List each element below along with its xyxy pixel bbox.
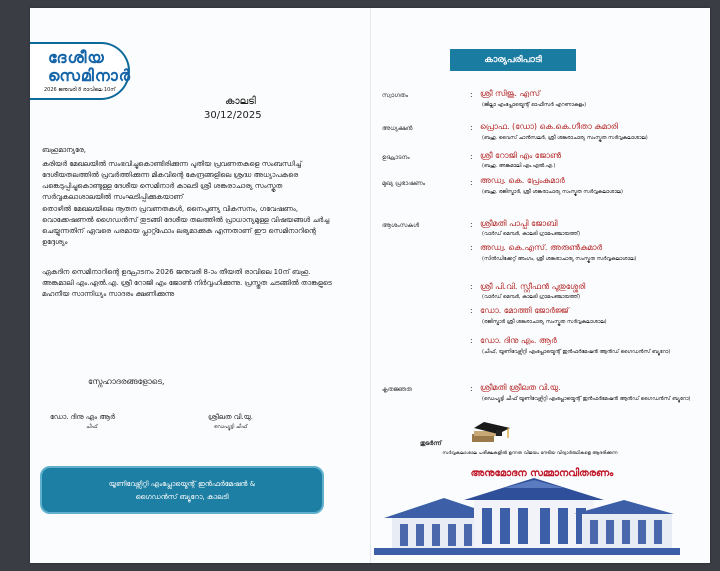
row-colon: : xyxy=(470,336,473,345)
row-colon: : xyxy=(470,90,473,99)
row-sub: (വാർഡ് മെമ്പർ, കാലടി ഗ്രാമപഞ്ചായത്ത്) xyxy=(482,294,581,300)
signer2-role: ഡെപ്യൂട്ടി ചീഫ് xyxy=(214,424,248,430)
row-label: സ്വാഗതം xyxy=(382,92,409,99)
after-label: തുടർന്ന് xyxy=(420,440,442,447)
letter-date: 30/12/2025 xyxy=(204,110,262,121)
row-name: ശ്രീ പി.വി. സ്റ്റീഫൻ പുതുശ്ശേരി xyxy=(480,282,586,291)
row-sub: (ബഹു. രജിസ്ട്രാർ, ശ്രീ ശങ്കരാചാര്യ സംസ്കൃത സർവ്വകലാശാല) xyxy=(482,189,623,195)
logo-date: 2026 ജനുവരി 8 രാവിലെ 10ന് xyxy=(44,87,116,93)
row-name: ഡോ. മോത്തി ജോർജ്ജ് xyxy=(480,306,569,315)
university-building-illustration xyxy=(374,478,680,555)
row-sub: (ഡെപ്യൂട്ടി ചീഫ് യൂണിവേഴ്സിറ്റി എംപ്ലോയ്മെന്റ് ഇൻഫർമേഷൻ ആൻഡ് ഗൈഡൻസ് ബ്യൂറോ) xyxy=(482,396,691,402)
logo-line2: സെമിനാർ xyxy=(48,66,131,85)
row-name: ശ്രീ റോജി എം ജോൺ xyxy=(480,151,562,160)
row-sub: (ബഹു. അങ്കമാലി എം.എൽ.എ.) xyxy=(482,163,556,169)
row-name: അഡ്വ. കെ.എസ്. അരുൺകുമാർ xyxy=(480,243,603,252)
row-colon: : xyxy=(470,152,473,161)
row-colon: : xyxy=(470,282,473,291)
award-title: അനുമോദന സമ്മാനവിതരണം xyxy=(470,468,614,479)
signer2-name: ശ്രീലത വി.യു. xyxy=(208,413,254,421)
row-name: പ്രൊഫ. (ഡോ) കെ.കെ.ഗീതാ കുമാരി xyxy=(480,122,618,131)
fold-line xyxy=(370,8,371,563)
row-colon: : xyxy=(470,243,473,252)
logo-line1: ദേശീയ xyxy=(48,48,105,67)
row-sub: (വാർഡ് മെമ്പർ, കാലടി ഗ്രാമപഞ്ചായത്ത്) xyxy=(482,231,581,237)
salutation: ബഹുമാന്യരേ, xyxy=(42,146,87,154)
row-name: ശ്രീമതി ശ്രീലത വി.യു. xyxy=(480,383,561,392)
row-colon: : xyxy=(470,123,473,132)
row-label: അധ്യക്ഷൻ xyxy=(382,125,413,132)
after-text: സർവ്വകലാശാല പരീക്ഷകളിൽ ഉന്നത വിജയം നേടിയ വിദ്യാർത്ഥികളെ ആദരിക്കുന്ന xyxy=(442,451,618,456)
seminar-logo xyxy=(30,42,130,100)
signer1-role: ചീഫ് xyxy=(86,424,98,430)
programme-title: കാര്യപരിപാടി xyxy=(450,49,576,71)
row-sub: (ബഹു. വൈസ് ചാൻസലർ, ശ്രീ ശങ്കരാചാര്യ സംസ്കൃത സർവ്വകലാശാല) xyxy=(482,135,648,141)
paragraph-2: തൊഴിൽ മേഖലയിലെ നൂതന പ്രവണതകൾ, നൈപുണ്യ വികസനം, ഗവേഷണം, വൊക്കേഷണൽ ഗൈഡൻസ് തുടങ്ങി ദേശീയ തലത്തിൽ പ്രാധാന്യമുള്ള വിഷയങ്ങൾ ചർച്ച ചെയ്യുന്നതിന് ഏവരെ പരമായ പ്ലാറ്റ്ഫോം ലഭ്യമാക്കുക എന്നതാണ് ഈ സെമിനാറിന്റെ ഉദ്ദേശ്യം xyxy=(42,205,330,246)
bureau-footer xyxy=(40,466,324,514)
row-label: കൃതജ്ഞത xyxy=(382,386,412,393)
row-label: ഉദ്ഘാടനം xyxy=(382,154,410,161)
row-colon: : xyxy=(470,384,473,393)
row-label: ആശംസകൾ xyxy=(382,222,420,229)
row-sub: (രജിസ്ട്രാർ ശ്രീ ശങ്കരാചാര്യ സംസ്കൃത സർവ്വകലാശാല) xyxy=(482,319,607,325)
signer1-name: ഡോ. ദിനു എം ആർ xyxy=(50,413,115,421)
paragraph-3: ഏകദിന സെമിനാറിന്റെ ഉദ്ഘാടനം 2026 ജനുവരി 8-ാം തീയതി രാവിലെ 10ന് ബഹു. അങ്കമാലി എം.എൽ.എ. ശ്രീ റോജി എം ജോൺ നിർവ്വഹിക്കുന്നു. പ്രസ്തുത ചടങ്ങിൽ താങ്കളുടെ മഹനീയ സാന്നിധ്യം സാദരം ക്ഷണിക്കുന്നു xyxy=(42,268,332,298)
row-label: മുഖ്യ പ്രഭാഷണം xyxy=(382,180,426,187)
row-sub: (ചീഫ്, യൂണിവേഴ്സിറ്റി എംപ്ലോയ്മെന്റ് ഇൻഫർമേഷൻ ആൻഡ് ഗൈഡൻസ് ബ്യൂറോ) xyxy=(482,349,671,355)
row-colon: : xyxy=(470,178,473,187)
row-name: ഡോ. ദിനു എം. ആർ xyxy=(480,336,557,345)
row-colon: : xyxy=(470,306,473,315)
paragraph-1: കരിയർ മേഖലയിൽ സംഭവിച്ചുകൊണ്ടിരിക്കുന്ന പുതിയ പ്രവണതകളെ സംബന്ധിച്ച് ദേശീയതലത്തിൽ പ്രവർത്തിക്കുന്ന മികവിന്റെ കേന്ദ്രങ്ങളിലെ ശ്രദ്ധ അധ്യാപകരെ പങ്കെടുപ്പിച്ചുകൊണ്ടുള്ള ദേശീയ സെമിനാർ കാലടി ശ്രീ ശങ്കരാചാര്യ സംസ്കൃത സർവ്വകലാശാലയിൽ സംഘടിപ്പിക്കുകയാണ് xyxy=(42,160,302,201)
row-sub: (സിൻഡിക്കേറ്റ് അംഗം, ശ്രീ ശങ്കരാചാര്യ സംസ്കൃത സർവ്വകലാശാല) xyxy=(482,256,637,262)
regards: സ്നേഹാദരങ്ങളോടെ, xyxy=(88,377,165,386)
graduation-cap-icon xyxy=(468,420,512,446)
row-name: ശ്രീമതി പാപ്പി ജോബി xyxy=(480,219,558,228)
row-sub: (ജില്ലാ എംപ്ലോയ്മെന്റ് ഓഫീസർ എറണാകുളം) xyxy=(482,102,587,108)
footer-line1: യൂണിവേഴ്സിറ്റി എംപ്ലോയ്മെന്റ് ഇൻഫർമേഷൻ & xyxy=(108,480,256,488)
row-colon: : xyxy=(470,220,473,229)
footer-line2: ഗൈഡൻസ് ബ്യൂറോ, കാലടി xyxy=(135,493,229,501)
letter-place: കാലടി xyxy=(225,96,256,107)
row-name: ശ്രീ സിജു. എസ് xyxy=(480,89,541,98)
row-name: അഡ്വ. കെ. പ്രേംകുമാർ xyxy=(480,176,565,185)
